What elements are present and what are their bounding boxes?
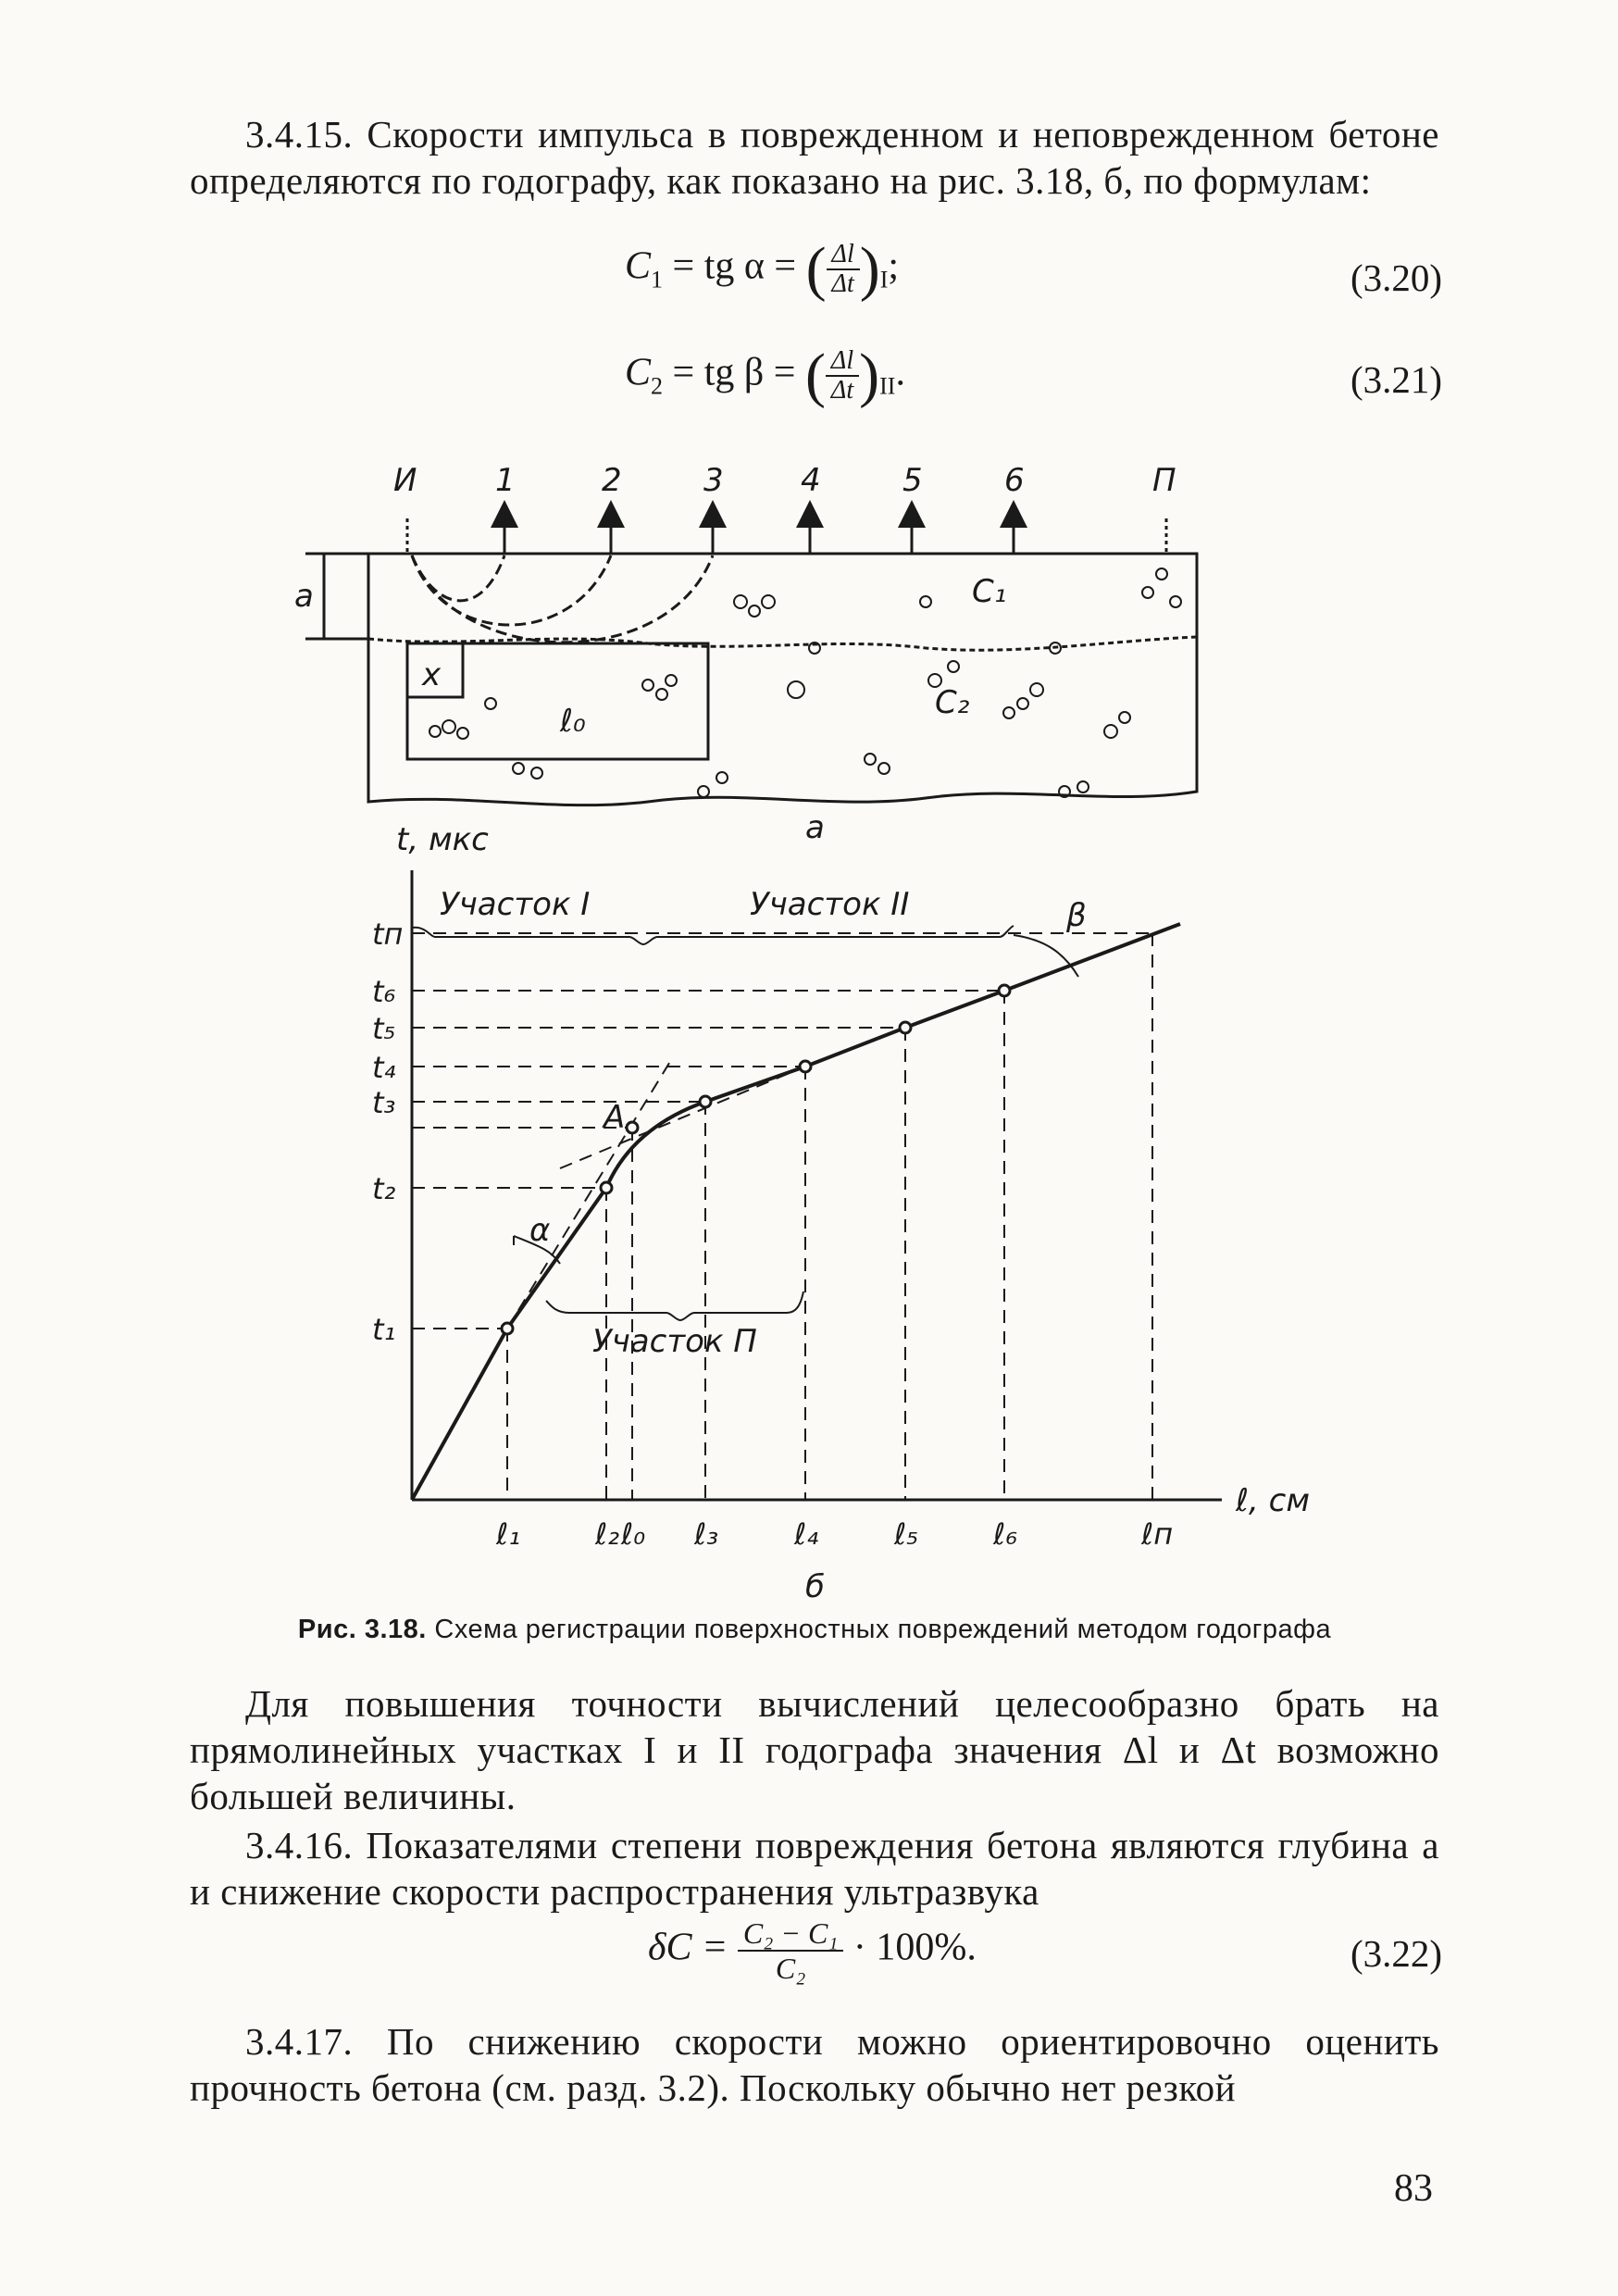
x-tick-label: ℓ₁: [496, 1516, 521, 1552]
paren-close: ): [859, 235, 880, 303]
fraction-den: Δt: [831, 269, 854, 298]
ray-arc: [412, 555, 504, 601]
formula-lhs: δC =: [648, 1926, 728, 1969]
label-receiver-6: 6: [1004, 462, 1025, 499]
fraction-num: Δl: [826, 347, 859, 377]
fraction-num: Δl: [827, 241, 860, 270]
x-tick-label: ℓ₂: [595, 1516, 620, 1552]
hodograph-annotations: [412, 926, 1078, 1320]
y-tick-label: t₅: [372, 1011, 396, 1046]
x-tick-label: ℓ₃: [694, 1516, 719, 1552]
label-receiver-n: П: [1152, 462, 1176, 499]
paragraph-text: Для повышения точности вычислений целесообразно брать на прямолинейных участках I и II годографа значения Δl и Δt возможно большей величины.: [190, 1682, 1439, 1817]
hodograph-line: [412, 924, 1180, 1500]
x-axis-label: ℓ, см: [1236, 1482, 1311, 1519]
paren-close: ): [859, 342, 880, 409]
paragraph-text: 3.4.15. Скорости импульса в поврежденном и неповрежденном бетоне определяются по годографу, как показано на рис. 3.18, б, по формулам:: [190, 113, 1439, 202]
ray-arc: [412, 555, 611, 625]
x-tick-label: ℓ₅: [894, 1516, 919, 1552]
x-tick-label: ℓ₄: [794, 1516, 819, 1552]
formula-number: (3.20): [1350, 256, 1442, 299]
label-x: x: [422, 656, 442, 693]
label-sub-b: б: [805, 1568, 825, 1605]
formula-sub: II: [879, 372, 896, 400]
concrete-slab: [368, 554, 1197, 805]
label-receiver-2: 2: [602, 462, 622, 499]
formula-tail: · 100%.: [853, 1926, 977, 1969]
formula-lhs-sub: 2: [651, 372, 664, 400]
formula-tail: ;: [888, 244, 900, 288]
y-tick-labels: [372, 917, 403, 1347]
hodograph-point: [601, 1182, 612, 1193]
alpha-label: α: [529, 1212, 551, 1249]
label-emitter: И: [393, 462, 417, 499]
fraction-den: Δt: [830, 376, 854, 405]
section-1-label: Участок I: [440, 886, 591, 923]
paren-open: (: [805, 235, 827, 303]
y-tick-label: t₆: [372, 974, 396, 1009]
label-l0: ℓ₀: [560, 703, 586, 740]
figure-caption: [296, 1613, 1333, 1646]
y-tick-label: t₁: [372, 1312, 396, 1347]
formula-sub: I: [879, 266, 889, 293]
brace-sections-1-2: [412, 926, 1014, 944]
hodograph-point: [502, 1323, 513, 1334]
x-tick-label: ℓп: [1141, 1516, 1174, 1552]
hodograph-point: [700, 1096, 711, 1107]
paren-open: (: [804, 342, 826, 409]
extension-line-section-1: [507, 1060, 671, 1329]
paragraph-text: 3.4.17. По снижению скорости можно ориентировочно оценить прочность бетона (см. разд. 3.2). Поскольку обычно нет резкой: [190, 2020, 1439, 2109]
hodograph-points: [502, 985, 1010, 1334]
formula-tail: .: [895, 351, 905, 394]
caption-text: Схема регистрации поверхностных повреждений методом годографа: [434, 1615, 1332, 1644]
label-c2: C₂: [935, 684, 970, 721]
label-receiver-5: 5: [902, 462, 923, 499]
section-2-label: Участок II: [750, 886, 910, 923]
fraction-num: C₂ − C₁: [738, 1916, 844, 1952]
hodograph-point: [800, 1061, 811, 1072]
ray-arc: [412, 555, 713, 643]
brace-section-3: [546, 1292, 803, 1320]
label-receiver-1: 1: [495, 462, 516, 499]
formula-number: (3.22): [1350, 1932, 1442, 1975]
formula-lhs: C: [625, 244, 652, 288]
beta-arc: [1014, 935, 1078, 977]
section-labels: [294, 462, 1176, 846]
y-tick-label: t₃: [372, 1085, 396, 1120]
l0-box: [407, 643, 708, 759]
section-3-label: Участок П: [592, 1323, 757, 1360]
hodograph-labels: [396, 821, 1310, 1605]
hodograph-curve: [412, 924, 1180, 1500]
label-c1: C₁: [972, 573, 1007, 610]
hodograph-point: [999, 985, 1010, 996]
label-receiver-3: 3: [703, 462, 724, 499]
paragraph-3-4-16: [190, 1822, 1439, 1915]
fraction: [738, 1916, 844, 1985]
label-receiver-4: 4: [801, 462, 821, 499]
y-tick-label: t₄: [372, 1050, 396, 1085]
formula-number: (3.21): [1350, 358, 1442, 401]
formula-mid: = tg α =: [672, 244, 797, 288]
paragraph-3-4-17: [190, 2018, 1439, 2111]
formula-lhs: C: [625, 351, 652, 394]
x-tick-labels: [495, 1516, 1173, 1552]
formula-mid: = tg β =: [672, 351, 796, 394]
fraction-den: C₂: [775, 1952, 806, 1985]
beta-label: β: [1066, 897, 1087, 934]
hodograph-point: [900, 1022, 911, 1033]
y-axis-label: t, мкс: [396, 821, 489, 858]
x-tick-label: ℓ₀: [621, 1516, 646, 1552]
page-number: 83: [1394, 2167, 1433, 2210]
formula-3-22: [648, 1916, 977, 1985]
formula-lhs-sub: 1: [651, 266, 664, 293]
extension-line-section-2: [560, 1067, 805, 1168]
label-sub-a: а: [805, 809, 825, 846]
x-tick-label: ℓ₆: [993, 1516, 1018, 1552]
paragraph-precision: [190, 1680, 1439, 1819]
hodograph-guides: [412, 933, 1152, 1500]
paragraph-text: 3.4.16. Показателями степени повреждения бетона являются глубина a и снижение скорости распространения ультразвука: [190, 1824, 1439, 1913]
caption-prefix: Рис. 3.18.: [297, 1615, 427, 1644]
hodograph-point: [627, 1122, 638, 1133]
hodograph-axes: [412, 870, 1222, 1500]
y-tick-label: tп: [372, 917, 404, 952]
y-tick-label: t₂: [372, 1171, 396, 1206]
label-depth-a: a: [294, 578, 314, 615]
point-a-label: А: [604, 1099, 626, 1136]
aggregate-pebbles: [429, 568, 1181, 797]
